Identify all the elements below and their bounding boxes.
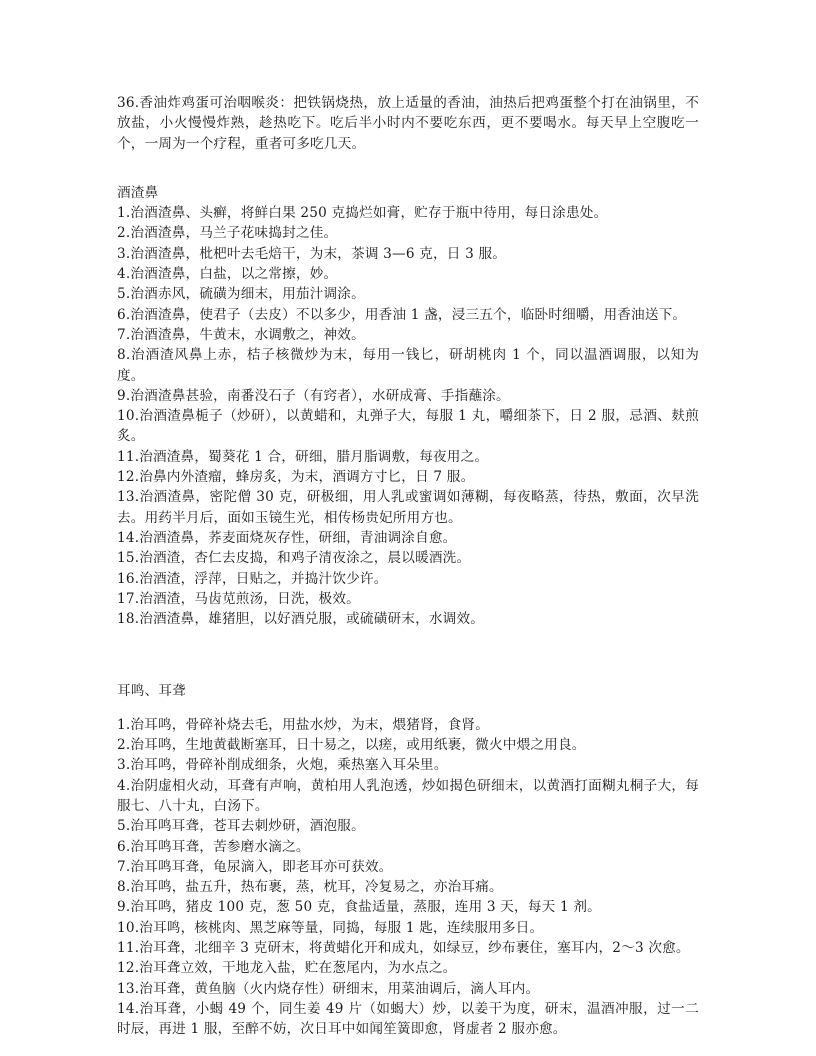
list-item: 14.治耳聋，小蝎 49 个，同生姜 49 片（如蝎大）炒，以姜干为度，研末，温酒冲服，过一二时辰，再进 1 服，至醉不妨，次日耳中如闻笙簧即愈，肾虚者 2 服亦愈。	[117, 1000, 699, 1038]
list-item: 10.治酒渣鼻栀子（炒研），以黄蜡和，丸弹子大，每服 1 丸，嚼细茶下，日 2 服，忌酒、麸煎炙。	[117, 408, 699, 445]
list-item: 12.治耳聋立效，干地龙入盐，贮在葱尾内，为水点之。	[117, 960, 457, 977]
list-item: 18.治酒渣鼻，雄猪胆，以好酒兑服，或硫磺研末，水调效。	[117, 611, 485, 628]
list-item: 3.治酒渣鼻，枇杷叶去毛焙干，为末，茶调 3—6 克，日 3 服。	[117, 245, 507, 262]
list-item: 13.治酒渣鼻，密陀僧 30 克，研极细，用人乳或蜜调如薄糊，每夜略蒸，待热，敷面，次早洗去。用药半月后，面如玉镜生光，相传杨贵妃所用方也。	[117, 489, 699, 526]
list-item: 8.治酒渣风鼻上赤，桔子核微炒为末，每用一钱匕，研胡桃肉 1 个，同以温酒调服，以知为度。	[117, 347, 699, 384]
list-item: 2.治耳鸣，生地黄截断塞耳，日十易之，以瘥，或用纸裹，微火中煨之用良。	[117, 737, 586, 754]
list-item: 1.治酒渣鼻、头癣，将鲜白果 250 克捣烂如膏，贮存于瓶中待用，每日涂患处。	[117, 205, 608, 222]
list-item: 17.治酒渣，马齿苋煎汤，日洗，极效。	[117, 590, 360, 607]
list-item: 15.治酒渣，杏仁去皮捣，和鸡子清夜涂之，晨以暖酒洗。	[117, 550, 471, 567]
document-page	[117, 93, 699, 1039]
spacer	[117, 154, 699, 183]
list-item: 11.治酒渣鼻，蜀葵花 1 合，研细，腊月脂调敷，每夜用之。	[117, 448, 489, 465]
list-item: 7.治耳鸣耳聋，龟尿滴入，即老耳亦可获效。	[117, 858, 393, 875]
list-item: 6.治酒渣鼻，使君子（去皮）不以多少，用香油 1 盏，浸三五个，临卧时细嚼，用香油送下。	[117, 306, 687, 323]
list-item: 9.治耳鸣，猪皮 100 克，葱 50 克，食盐适量，蒸服，连用 3 天，每天 1 剂。	[117, 899, 601, 916]
list-item: 4.治酒渣鼻，白盐，以之常擦，妙。	[117, 266, 338, 283]
list-item: 6.治耳鸣耳聋，苦参磨水滴之。	[117, 838, 310, 855]
list-item: 16.治酒渣，浮萍，日贴之，并捣汁饮少许。	[117, 570, 388, 587]
list-item: 5.治酒赤风，硫磺为细末，用茄汁调涂。	[117, 286, 365, 303]
list-item: 9.治酒渣鼻甚验，南番没石子（有窍者），水研成膏、手指蘸涂。	[117, 387, 510, 404]
remedy-list-rosacea	[117, 203, 699, 629]
list-item: 13.治耳聋，黄鱼脑（火内烧存性）研细末，用菜油调后，滴人耳内。	[117, 980, 540, 997]
section-title-tinnitus-deafness: 耳鸣、耳聋	[117, 683, 186, 700]
remedy-list-tinnitus-deafness	[117, 715, 699, 1040]
list-item: 11.治耳聋，北细辛 3 克研末，将黄蜡化开和成丸，如绿豆，纱布裹住，塞耳内，2～3 次愈。	[117, 939, 690, 956]
list-item: 2.治酒渣鼻，马兰子花味捣封之佳。	[117, 225, 338, 242]
spacer	[117, 702, 699, 715]
list-item: 12.治鼻内外渣瘤，蜂房炙，为末，酒调方寸匕，日 7 服。	[117, 469, 475, 486]
intro-paragraph: 36.香油炸鸡蛋可治咽喉炎：把铁锅烧热，放上适量的香油，油热后把鸡蛋整个打在油锅里，不放盐，小火慢慢炸熟，趁热吃下。吃后半小时内不要吃东西，更不要喝水。每天早上空腹吃一个，一周为一个疗程，重者可多吃几天。	[117, 95, 699, 152]
list-item: 1.治耳鸣，骨碎补烧去毛，用盐水炒，为末，煨猪肾，食肾。	[117, 716, 490, 733]
list-item: 7.治酒渣鼻，牛黄末，水调敷之，神效。	[117, 326, 365, 343]
list-item: 4.治阴虚相火动，耳聋有声响，黄柏用人乳泡透，炒如揭色研细末，以黄酒打面糊丸桐子大，每服七、八十丸，白汤下。	[117, 777, 699, 814]
section-rosacea	[117, 183, 699, 630]
section-tinnitus-deafness	[117, 681, 699, 1039]
list-item: 14.治酒渣鼻，荞麦面烧灰存性，研细，青油调涂自愈。	[117, 529, 457, 546]
section-title-rosacea: 酒渣鼻	[117, 184, 159, 201]
list-item: 5.治耳鸣耳聋，苍耳去刺炒研，酒泡服。	[117, 818, 365, 835]
spacer	[117, 629, 699, 681]
list-item: 10.治耳鸣，核桃肉、黑芝麻等量，同捣，每服 1 匙，连续服用多日。	[117, 919, 544, 936]
list-item: 8.治耳鸣，盐五升，热布裹，蒸，枕耳，冷复易之，亦治耳痛。	[117, 879, 503, 896]
list-item: 3.治耳鸣，骨碎补削成细条，火炮，乘热塞入耳朵里。	[117, 757, 448, 774]
